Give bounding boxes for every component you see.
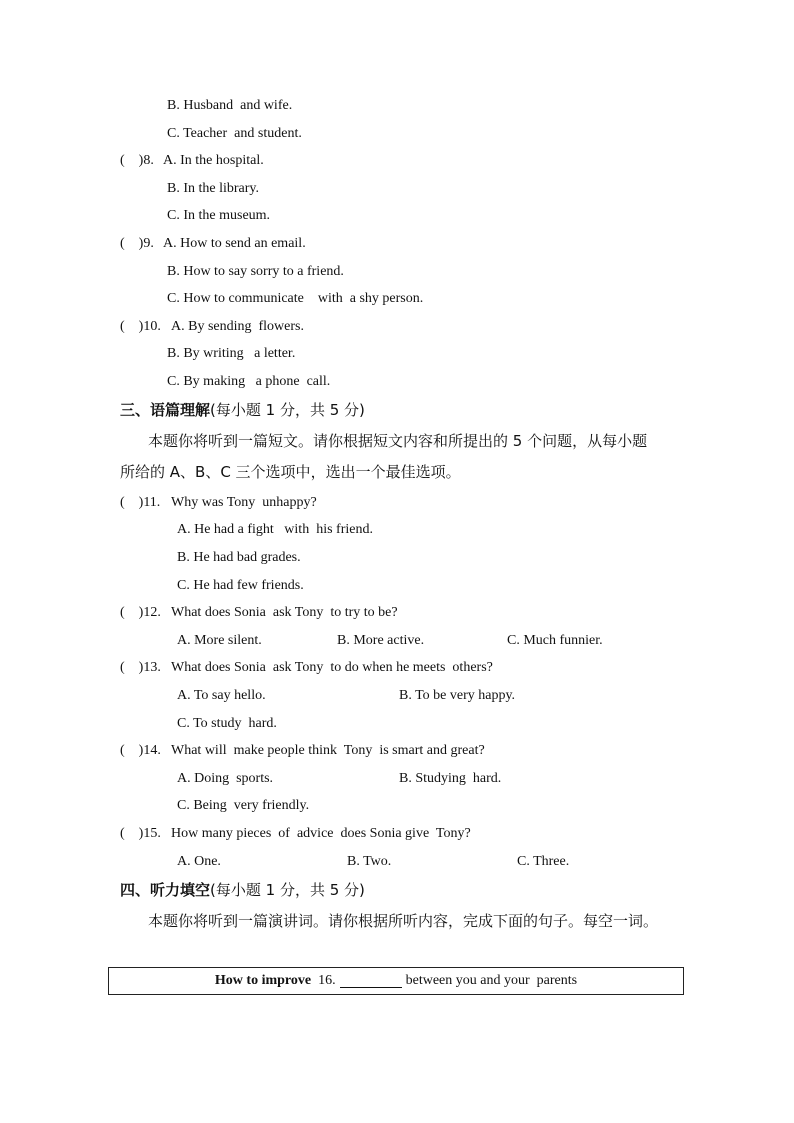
q12-option-a: A. More silent. [177,633,262,648]
q11-option-a: A. He had a fight with his friend. [177,522,373,537]
table-tail: between you and your parents [405,973,578,988]
q8-option-a: A. In the hospital. [163,153,264,168]
q14-option-a: A. Doing sports. [177,771,274,786]
q10-number: ( )10. [120,319,161,334]
q13-question: What does Sonia ask Tony to do when he meets others? [171,660,493,675]
fill-in-table [108,967,684,995]
table-blank-number: 16. [318,973,336,988]
q8-option-c: C. In the museum. [167,208,271,223]
q13-option-b: B. To be very happy. [399,688,516,703]
q11-question: Why was Tony unhappy? [171,495,317,510]
section-3-title-main: 三、语篇理解 [120,401,211,419]
q15-question: How many pieces of advice does Sonia give Tony? [171,826,471,841]
q9-option-b: B. How to say sorry to a friend. [167,264,344,279]
q9-option-c: C. How to communicate with a shy person. [167,291,424,306]
q14-question: What will make people think Tony is smart and great? [171,743,485,758]
q11-option-b: B. He had bad grades. [177,550,301,565]
q14-option-b: B. Studying hard. [399,771,502,786]
section-4-title [120,880,365,900]
section-4-instruction: 本题你将听到一篇演讲词。请你根据所听内容，完成下面的句子。每空一词。 [148,912,659,930]
q15-option-a: A. One. [177,854,221,869]
q13-option-c: C. To study hard. [177,716,277,731]
section-3-instruction-line1: 本题你将听到一篇短文。请你根据短文内容和所提出的 5 个问题，从每小题 [148,432,648,450]
q7-option-b: B. Husband and wife. [167,98,293,113]
q11-option-c: C. He had few friends. [177,578,304,593]
q12-option-c: C. Much funnier. [507,633,603,648]
q15-number: ( )15. [120,826,161,841]
q8-option-b: B. In the library. [167,181,260,196]
q12-option-b: B. More active. [337,633,425,648]
table-lead: How to improve [214,973,312,988]
q10-option-a: A. By sending flowers. [171,319,304,334]
section-3-title [120,400,365,420]
q8-number: ( )8. [120,153,154,168]
section-3-instruction-line2: 所给的 A、B、C 三个选项中，选出一个最佳选项。 [120,463,461,481]
q15-option-c: C. Three. [517,854,570,869]
q12-question: What does Sonia ask Tony to try to be? [171,605,398,620]
q12-number: ( )12. [120,605,161,620]
q13-option-a: A. To say hello. [177,688,266,703]
q15-option-b: B. Two. [347,854,392,869]
answer-blank-16[interactable] [340,975,402,988]
q11-number: ( )11. [120,495,161,510]
q14-option-c: C. Being very friendly. [177,798,310,813]
q9-number: ( )9. [120,236,154,251]
q10-option-c: C. By making a phone call. [167,374,331,389]
q10-option-b: B. By writing a letter. [167,346,296,361]
section-4-title-main: 四、听力填空 [120,881,211,899]
section-4-title-score: (每小题 1 分，共 5 分) [210,881,365,899]
q13-number: ( )13. [120,660,161,675]
q7-option-c: C. Teacher and student. [167,126,302,141]
q9-option-a: A. How to send an email. [163,236,306,251]
q14-number: ( )14. [120,743,161,758]
section-3-title-score: (每小题 1 分，共 5 分) [210,401,365,419]
